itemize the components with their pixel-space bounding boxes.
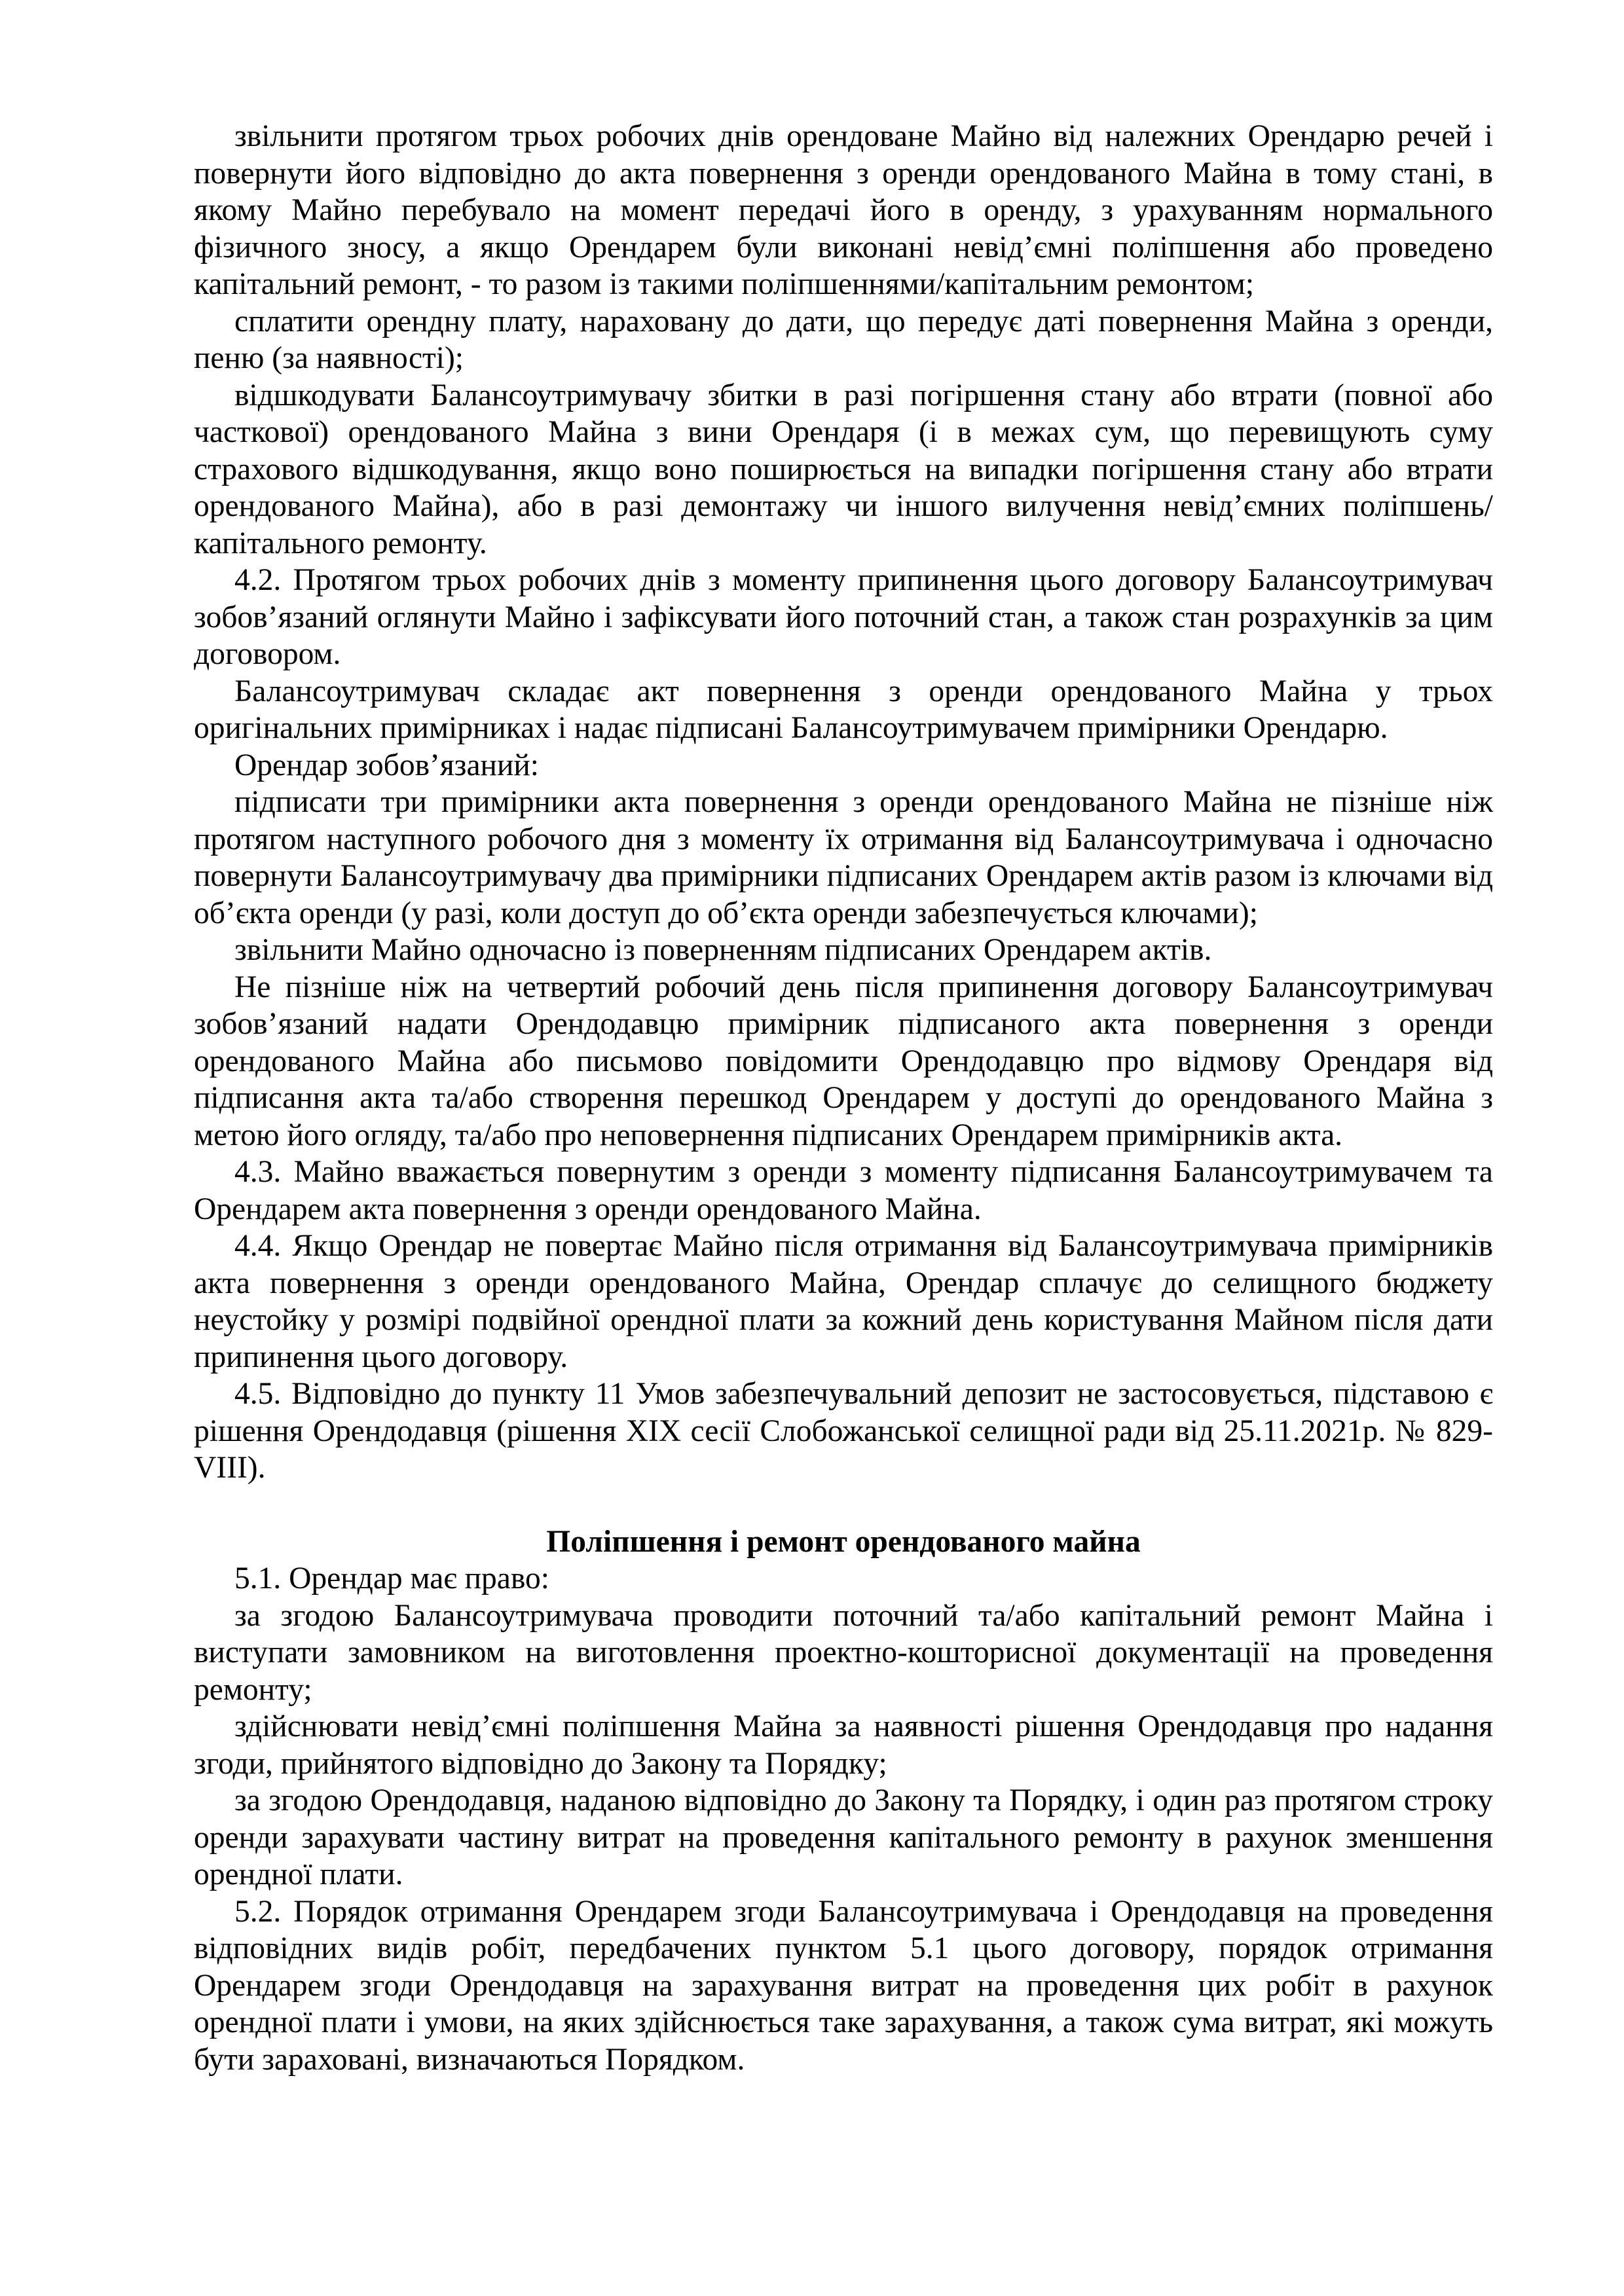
paragraph-return-act: Балансоутримувач складає акт повернення з оренди орендованого Майна у трьох оригінальних примірниках і надає підписані Балансоутримувачем примірники Орендарю. bbox=[194, 674, 1493, 745]
paragraph-4-4: 4.4. Якщо Орендар не повертає Майно після отримання від Балансоутримувача примірників акта повернення з оренди орендованого Майна, Орендар сплачує до селищного бюджету неустойку у розмірі подвійної орендної плати за кожний день користування Майном після дати припинення цього договору. bbox=[194, 1229, 1493, 1374]
paragraph-5-2: 5.2. Порядок отримання Орендарем згоди Балансоутримувача і Орендодавця на проведення відповідних видів робіт, передбачених пунктом 5.1 цього договору, порядок отримання Орендарем згоди Орендодавця на зарахування витрат на проведення цих робіт в рахунок орендної плати і умови, на яких здійснюється таке зарахування, а також сума витрат, які можуть бути зараховані, визначаються Порядком. bbox=[194, 1894, 1493, 2077]
document-page bbox=[194, 118, 1493, 2078]
paragraph-compensate-damages: відшкодувати Балансоутримувачу збитки в разі погіршення стану або втрати (повної або часткової) орендованого Майна з вини Орендаря (і в межах сум, що перевищують суму страхового відшкодування, якщо воно поширюється на випадки погіршення стану або втрати орендованого Майна), або в разі демонтажу чи іншого вилучення невід’ємних поліпшень/капітального ремонту. bbox=[194, 378, 1493, 560]
paragraph-release-property: звільнити Майно одночасно із поверненням підписаних Орендарем актів. bbox=[234, 933, 1212, 967]
paragraph-pay-rent: сплатити орендну плату, нараховану до дати, що передує даті повернення Майна з оренди, пеню (за наявності); bbox=[194, 304, 1493, 375]
paragraph-4-2: 4.2. Протягом трьох робочих днів з моменту припинення цього договору Балансоутримувач зобов’язаний оглянути Майно і зафіксувати його поточний стан, а також стан розрахунків за цим договором. bbox=[194, 563, 1493, 671]
paragraph-fourth-working-day: Не пізніше ніж на четвертий робочий день після припинення договору Балансоутримувач зобов’язаний надати Орендодавцю примірник підписаного акта повернення з оренди орендованого Майна або письмово повідомити Орендодавцю про відмову Орендаря від підписання акта та/або створення перешкод Орендарем у доступі до орендованого Майна з метою його огляду, та/або про неповернення підписаних Орендарем примірників акта. bbox=[194, 970, 1493, 1152]
paragraph-5-1: 5.1. Орендар має право: bbox=[234, 1561, 549, 1595]
paragraph-repair-consent: за згодою Балансоутримувача проводити поточний та/або капітальний ремонт Майна і виступати замовником на виготовлення проектно-кошторисної документації на проведення ремонту; bbox=[194, 1598, 1493, 1707]
paragraph-4-3: 4.3. Майно вважається повернутим з оренди з моменту підписання Балансоутримувачем та Орендарем акта повернення з оренди орендованого Майна. bbox=[194, 1155, 1493, 1226]
section-heading-improvements: Поліпшення і ремонт орендованого майна bbox=[546, 1524, 1141, 1559]
paragraph-tenant-obliged: Орендар зобов’язаний: bbox=[234, 748, 539, 782]
paragraph-4-5: 4.5. Відповідно до пункту 11 Умов забезпечувальний депозит не застосовується, підставою є рішення Орендодавця (рішення ХІХ сесії Слобожанської селищної ради від 25.11.2021р. № 829-VIII). bbox=[194, 1377, 1493, 1485]
paragraph-sign-copies: підписати три примірники акта повернення з оренди орендованого Майна не пізніше ніж протягом наступного робочого дня з моменту їх отримання від Балансоутримувача і одночасно повернути Балансоутримувачу два примірники підписаних Орендарем актів разом із ключами від об’єкта оренди (у разі, коли доступ до об’єкта оренди забезпечується ключами); bbox=[194, 785, 1493, 930]
paragraph-vacate-property: звільнити протягом трьох робочих днів орендоване Майно від належних Орендарю речей і повернути його відповідно до акта повернення з оренди орендованого Майна в тому стані, в якому Майно перебувало на момент передачі його в оренду, з урахуванням нормального фізичного зносу, а якщо Орендарем були виконані невід’ємні поліпшення або проведено капітальний ремонт, - то разом із такими поліпшеннями/капітальним ремонтом; bbox=[194, 119, 1493, 301]
paragraph-credit-repair-costs: за згодою Орендодавця, наданою відповідно до Закону та Порядку, і один раз протягом строку оренди зарахувати частину витрат на проведення капітального ремонту в рахунок зменшення орендної плати. bbox=[194, 1783, 1493, 1891]
paragraph-inseparable-improvements: здійснювати невід’ємні поліпшення Майна за наявності рішення Орендодавця про надання згоди, прийнятого відповідно до Закону та Порядку; bbox=[194, 1709, 1493, 1781]
